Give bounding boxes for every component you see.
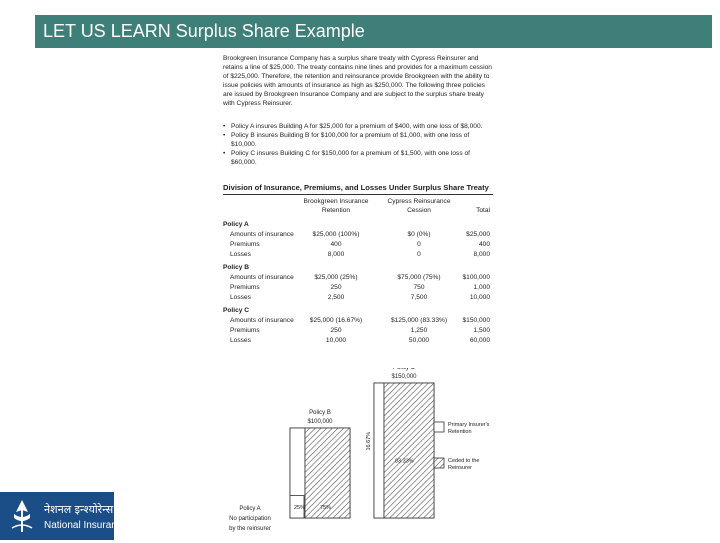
legend-label-ceded: Ceded to the: [448, 458, 480, 464]
cell: 8,000: [473, 251, 490, 258]
legend-label-ceded-2: Reinsurer: [448, 465, 472, 471]
label-policy-b: Policy B: [309, 410, 331, 416]
logo-emblem-icon: [6, 498, 38, 534]
cell: $25,000 (25%): [314, 274, 358, 281]
header-cession-sub: Cession: [407, 207, 431, 214]
list-item: • Policy A insures Building A for $25,000 for a premium of $400, with one loss of $8,000.: [223, 123, 495, 132]
cell: $0 (0%): [407, 231, 431, 238]
chart-svg: [228, 368, 518, 538]
cell: 250: [330, 327, 342, 334]
bar-ceded-c-slice: [384, 383, 434, 518]
cell: 2,500: [327, 294, 345, 301]
cell: $150,000: [462, 317, 490, 324]
cell: 10,000: [469, 294, 490, 301]
cell: 60,000: [469, 337, 490, 344]
policy-a-label: Policy A: [223, 221, 249, 228]
cell: 0: [417, 251, 421, 258]
table-title: Division of Insurance, Premiums, and Losses Under Surplus Share Treaty: [223, 183, 489, 192]
cell: $25,000 (16.67%): [309, 317, 363, 324]
pct-c-retention: 16.67%: [366, 431, 372, 451]
label-policy-c: Policy C: [392, 368, 416, 371]
legend-swatch-retention: [434, 422, 444, 432]
slide-title: LET US LEARN Surplus Share Example: [43, 21, 365, 41]
cell: 400: [478, 241, 490, 248]
surplus-share-chart: [228, 368, 518, 538]
cell: Premiums: [230, 284, 260, 291]
pct-b-retention: 25%: [294, 504, 306, 511]
cell: Amounts of insurance: [230, 231, 294, 238]
bar-retention-c-slice: [374, 383, 384, 518]
cell: Losses: [230, 294, 251, 301]
label-policy-a-line2: No participation: [229, 516, 271, 522]
logo-english-text: National Insurance: [44, 520, 128, 531]
cell: Premiums: [230, 241, 260, 248]
policy-c-label: Policy C: [223, 307, 250, 314]
cell: Amounts of insurance: [230, 274, 294, 281]
table-rule: [223, 194, 493, 195]
cell: 400: [330, 241, 342, 248]
label-policy-a: Policy A: [239, 506, 261, 512]
label-policy-a-line3: by the reinsurer: [229, 526, 271, 532]
policy-b-label: Policy B: [223, 264, 250, 271]
cell: 0: [417, 241, 421, 248]
cell: Premiums: [230, 327, 260, 334]
header-cession: Cypress Reinsurance: [387, 198, 451, 205]
legend-label-retention-2: Retention: [448, 429, 472, 435]
header-total: Total: [476, 207, 490, 214]
pct-c-ceded: 83.33%: [395, 458, 414, 465]
title-bar: [35, 15, 712, 48]
cell: 1,000: [473, 284, 490, 291]
logo-hindi-text: नेशनल इन्श्योरेन्स: [44, 503, 114, 516]
pct-b-ceded: 75%: [320, 504, 332, 511]
header-retention: Brookgreen Insurance: [303, 198, 369, 205]
cell: Amounts of insurance: [230, 317, 294, 324]
cell: 10,000: [325, 337, 347, 344]
cell: $25,000: [466, 231, 490, 238]
cell: 750: [413, 284, 425, 291]
cell: 7,500: [410, 294, 428, 301]
cell: $125,000 (83.33%): [390, 317, 448, 324]
cell: 8,000: [327, 251, 345, 258]
cell: 50,000: [408, 337, 430, 344]
company-logo: [0, 492, 128, 540]
policy-list: [223, 123, 495, 168]
cell: 1,500: [473, 327, 490, 334]
cell: 250: [330, 284, 342, 291]
label-policy-c-amount: $150,000: [391, 374, 417, 380]
intro-paragraph: Brookgreen Insurance Company has a surplus share treaty with Cypress Reinsurer and retains a line of $25,000. The treaty contains nine lines and provides for a maximum cession of $225,000. Therefore, the retention and reinsurance provide Brookgreen with the ability to issue policies with amounts of insurance as high as $250,000. The following three policies are issued by Brookgreen Insurance Company and are subject to the surplus share treaty with Cypress Reinsurer.: [223, 55, 492, 107]
list-item: • Policy B insures Building B for $100,000 for a premium of $1,000, with one loss of $10,000.: [223, 132, 495, 150]
cell: Losses: [230, 337, 251, 344]
legend-label-retention: Primary Insurer's: [448, 422, 490, 428]
legend-swatch-ceded: [434, 458, 444, 468]
cell: Losses: [230, 251, 251, 258]
cell: $75,000 (75%): [397, 274, 441, 281]
cell: $100,000: [462, 274, 490, 281]
list-item: • Policy C insures Building C for $150,000 for a premium of $1,500, with one loss of $60,000.: [223, 150, 495, 168]
header-retention-sub: Retention: [321, 207, 351, 214]
cell: $25,000 (100%): [312, 231, 360, 238]
label-policy-b-amount: $100,000: [307, 419, 333, 425]
cell: 1,250: [410, 327, 428, 334]
